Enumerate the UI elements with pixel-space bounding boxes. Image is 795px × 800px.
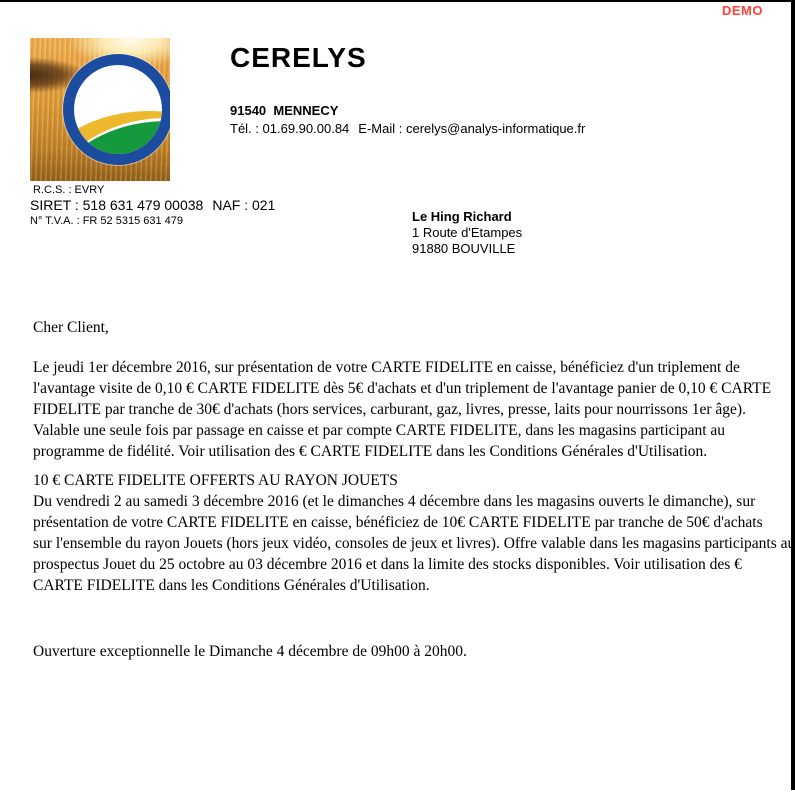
company-city-line: 91540 MENNECY xyxy=(230,103,339,118)
phone-label: Tél. : xyxy=(230,121,259,136)
paragraph-1-line: Valable une seule fois par passage en caisse et par compte CARTE FIDELITE, dans les magasins participant au xyxy=(33,422,726,439)
paragraph-2-line: CARTE FIDELITE dans les Conditions Générales d'Utilisation. xyxy=(33,577,430,594)
naf-number: NAF : 021 xyxy=(212,197,276,213)
company-name: CERELYS xyxy=(230,42,367,73)
paragraph-1-line: programme de fidélité. Voir utilisation des € CARTE FIDELITE dans les Conditions Générales d'Utilisation. xyxy=(33,443,708,460)
company-siret-line xyxy=(30,197,275,213)
paragraph-1 xyxy=(33,357,771,462)
paragraph-1-line: Le jeudi 1er décembre 2016, sur présentation de votre CARTE FIDELITE en caisse, bénéficiez d'un triplement de xyxy=(33,359,740,376)
page-top-border xyxy=(0,0,795,2)
recipient-street: 1 Route d'Etampes xyxy=(412,225,523,240)
paragraph-1-line: FIDELITE par tranche de 30€ d'achats (hors services, carburant, gaz, livres, presse, laits pour nourrissons 1er âge). xyxy=(33,401,746,418)
salutation: Cher Client, xyxy=(33,319,109,336)
paragraph-2-line: Du vendredi 2 au samedi 3 décembre 2016 (et le dimanches 4 décembre dans les magasins ouverts le dimanche), sur xyxy=(33,493,756,510)
logo-white-globe xyxy=(74,65,162,154)
email-label: E-Mail : xyxy=(358,121,403,136)
page-right-border xyxy=(791,0,795,790)
recipient-name: Le Hing Richard xyxy=(412,209,512,224)
recipient-city: 91880 BOUVILLE xyxy=(412,241,516,256)
paragraph-2 xyxy=(33,470,795,596)
paragraph-1-line: l'avantage visite de 0,10 € CARTE FIDELITE dès 5€ d'achats et d'un triplement de l'avantage panier de 0,10 € CARTE xyxy=(33,380,772,397)
recipient-address-block xyxy=(412,209,522,257)
paragraph-2-line: présentation de votre CARTE FIDELITE en caisse, bénéficiez de 10€ CARTE FIDELITE par tranche de 50€ d'achats xyxy=(33,514,763,531)
cerelys-logo-icon xyxy=(30,38,170,181)
company-contact-line xyxy=(230,121,585,136)
company-rcs-line: R.C.S. : EVRY xyxy=(33,184,105,196)
paragraph-2-line: sur l'ensemble du rayon Jouets (hors jeux vidéo, consoles de jeux et livres). Offre valable dans les magasins participants au xyxy=(33,535,795,552)
siret-number: SIRET : 518 631 479 00038 xyxy=(30,197,204,213)
logo-blue-ring xyxy=(63,54,170,165)
closing-line: Ouverture exceptionnelle le Dimanche 4 décembre de 09h00 à 20h00. xyxy=(33,643,467,660)
section-heading: 10 € CARTE FIDELITE OFFERTS AU RAYON JOUETS xyxy=(33,472,398,489)
company-tva-line: N° T.V.A. : FR 52 5315 631 479 xyxy=(30,215,184,227)
phone-number: 01.69.90.00.84 xyxy=(262,121,350,136)
paragraph-2-line: prospectus Jouet du 25 octobre au 03 décembre 2016 et dans la limite des stocks disponibles. Voir utilisation des € xyxy=(33,556,742,573)
email-address: cerelys@analys-informatique.fr xyxy=(405,121,586,136)
demo-watermark: DEMO xyxy=(722,3,763,18)
